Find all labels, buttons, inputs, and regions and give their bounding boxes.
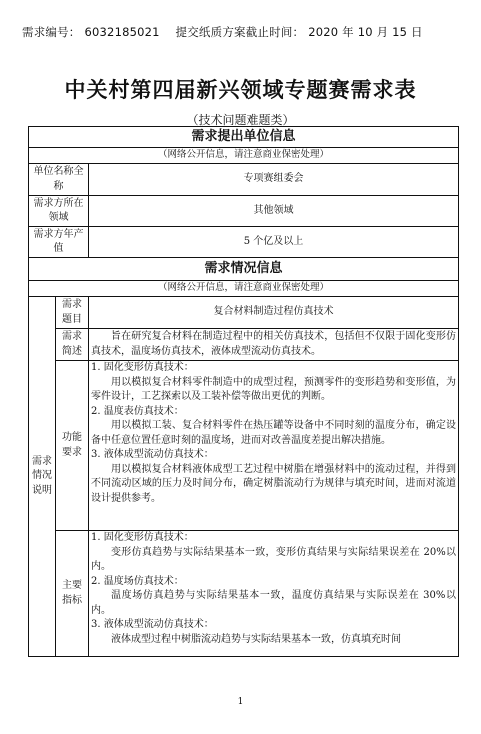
field-value: 其他领域 [89, 196, 459, 227]
func-item-heading: 2. 温度表仿真技术： [91, 405, 184, 417]
section1-title: 需求提出单位信息 [29, 127, 459, 148]
req-no: 6032185021 [84, 25, 160, 39]
deadline: 2020 年 10 月 15 日 [308, 25, 423, 39]
func-item-text: 用以模拟工装、复合材料零件在热压罐等设备中不同时刻的温度分布，确定设备中任意位置任意时刻的温度场，进而对改善温度差提出解决措施。 [91, 420, 457, 446]
metric-label: 主要指标 [56, 531, 89, 657]
page-title: 中关村第四届新兴领域专题赛需求表 [64, 78, 417, 102]
func-item-heading: 3. 液体成型流动仿真技术： [91, 449, 214, 460]
metric-item-text: 变形仿真趋势与实际结果基本一致，变形仿真结果与实际结果误差在 20%以内。 [91, 546, 457, 572]
deadline-label: 提交纸质方案截止时间： [175, 25, 305, 39]
topic-label: 需求题目 [56, 297, 89, 329]
metric-item-heading: 3. 液体成型流动仿真技术： [91, 619, 214, 630]
section2-title: 需求情况信息 [29, 258, 459, 281]
topic-value: 复合材料制造过程仿真技术 [89, 297, 459, 329]
metric-item-heading: 2. 温度场仿真技术： [91, 575, 184, 587]
requirement-header [22, 24, 427, 40]
func-label: 功能要求 [56, 361, 89, 531]
requirement-form [28, 126, 459, 657]
brief-label: 需求简述 [56, 329, 89, 361]
output-value: 5 个亿及以上 [89, 227, 459, 258]
brief-text: 旨在研究复合材料在制造过程中的相关仿真技术，包括但不仅限于固化变形仿真技术，温度场仿真技术，液体成型流动仿真技术。 [89, 329, 459, 361]
page-number: 1 [237, 697, 244, 707]
metric-item-text: 温度场仿真趋势与实际结果基本一致，温度仿真结果与实际误差在 30%以内。 [91, 590, 457, 616]
func-item-text: 用以模拟复合材料液体成型工艺过程中树脂在增强材料中的流动过程，并得到不同流动区域的压力及时间分布，确定树脂流动行为规律与填充时间，进而对流道设计提供参考。 [91, 463, 457, 504]
metric-text [89, 531, 459, 657]
output-label: 需求方年产值 [29, 227, 89, 258]
section2-note: （网络公开信息，请注意商业保密处理） [29, 281, 459, 297]
func-item-text: 用以模拟复合材料零件制造中的成型过程，预测零件的变形趋势和变形值，为零件设计，工艺探索以及工装补偿等做出更优的判断。 [91, 376, 457, 402]
func-item-heading: 1. 固化变形仿真技术： [91, 362, 194, 373]
section1-note: （网络公开信息，请注意商业保密处理） [29, 148, 459, 164]
func-text [89, 361, 459, 531]
metric-item-text: 液体成型过程中树脂流动趋势与实际结果基本一致，仿真填充时间 [111, 633, 401, 645]
group-label: 需求情况说明 [29, 297, 56, 657]
field-label: 需求方所在领域 [29, 196, 89, 227]
org-name-value: 专项赛组委会 [89, 164, 459, 196]
metric-item-heading: 1. 固化变形仿真技术： [91, 532, 194, 543]
req-no-label: 需求编号： [22, 25, 81, 39]
org-name-label: 单位名称全称 [29, 164, 89, 196]
page-subtitle: （技术问题难题类） [186, 113, 295, 127]
